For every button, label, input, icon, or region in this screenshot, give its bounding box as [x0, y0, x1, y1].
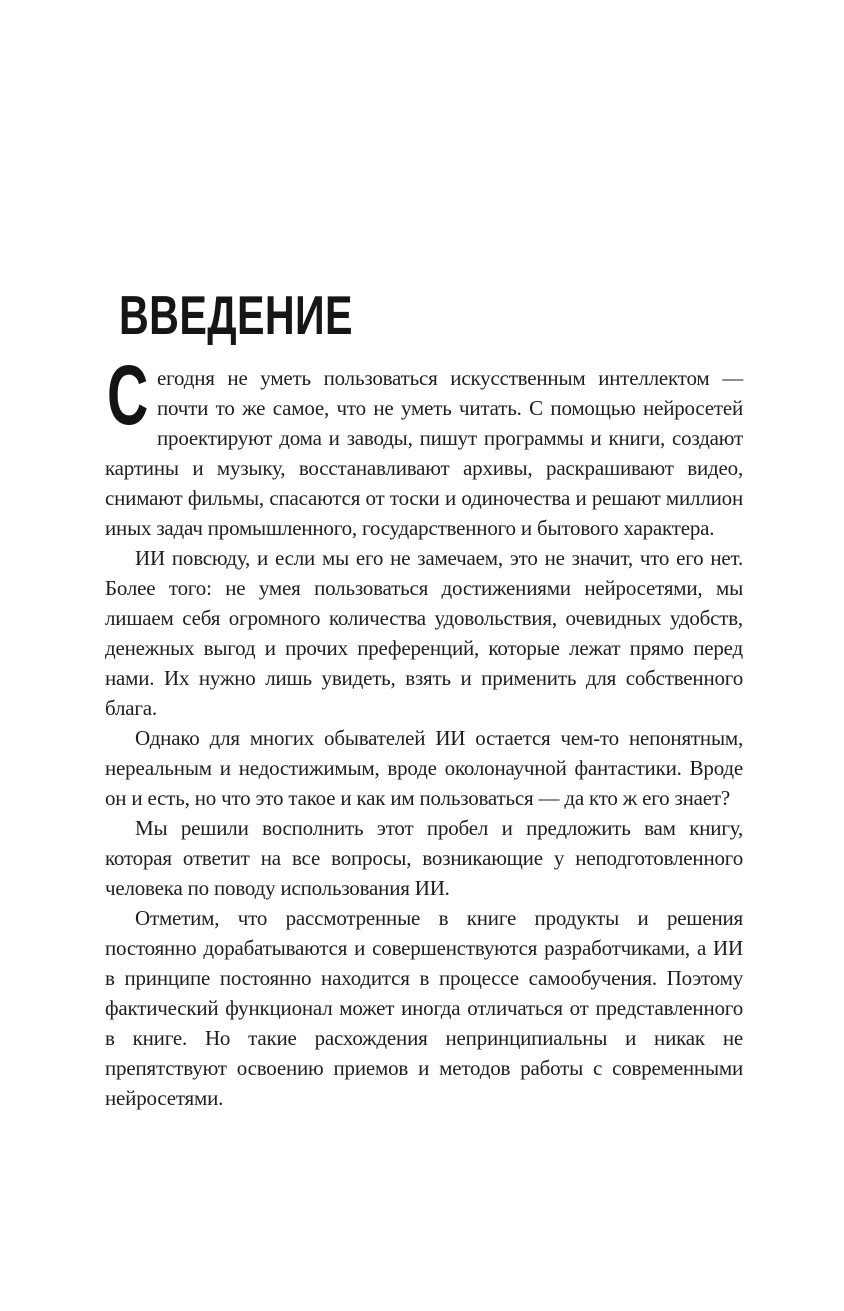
body-text [105, 348, 743, 1113]
chapter-title: ВВЕДЕНИЕ [119, 284, 353, 346]
paragraph: ИИ повсюду, и если мы его не замечаем, это не значит, что его нет. Более того: не умея пользоваться достижениями нейросетями, мы лишаем себя огромного количества удовольствия, очевидных удобств, денежных выгод и прочих преференций, которые лежат прямо перед нами. Их нужно лишь увидеть, взять и применить для собственного блага. [105, 546, 743, 720]
paragraph: Отметим, что рассмотренные в книге продукты и решения постоянно дорабатываются и совершенствуются разработчиками, а ИИ в принципе постоянно находится в процессе самообучения. Поэтому фактический функционал может иногда отличаться от представленного в книге. Но такие расхождения непринципиальны и никак не препятствуют освоению приемов и методов работы с современными нейросетями. [105, 906, 743, 1110]
paragraph: Мы решили восполнить этот пробел и предложить вам книгу, которая ответит на все вопросы, возникающие у неподготовленного человека по поводу использования ИИ. [105, 816, 743, 900]
paragraph: Сегодня не уметь пользоваться искусственным интеллектом — почти то же самое, что не уметь читать. С помощью нейросетей проектируют дома и заводы, пишут программы и книги, создают картины и музыку, восстанавливают архивы, раскрашивают видео, снимают фильмы, спасаются от тоски и одиночества и решают миллион иных задач промышленного, государственного и бытового характера. [105, 348, 743, 540]
paragraph: Однако для многих обывателей ИИ остается чем-то непонятным, нереальным и недостижимым, вроде околонаучной фантастики. Вроде он и есть, но что это такое и как им пользоваться — да кто ж его знает? [105, 726, 743, 810]
drop-cap: С [107, 348, 149, 442]
